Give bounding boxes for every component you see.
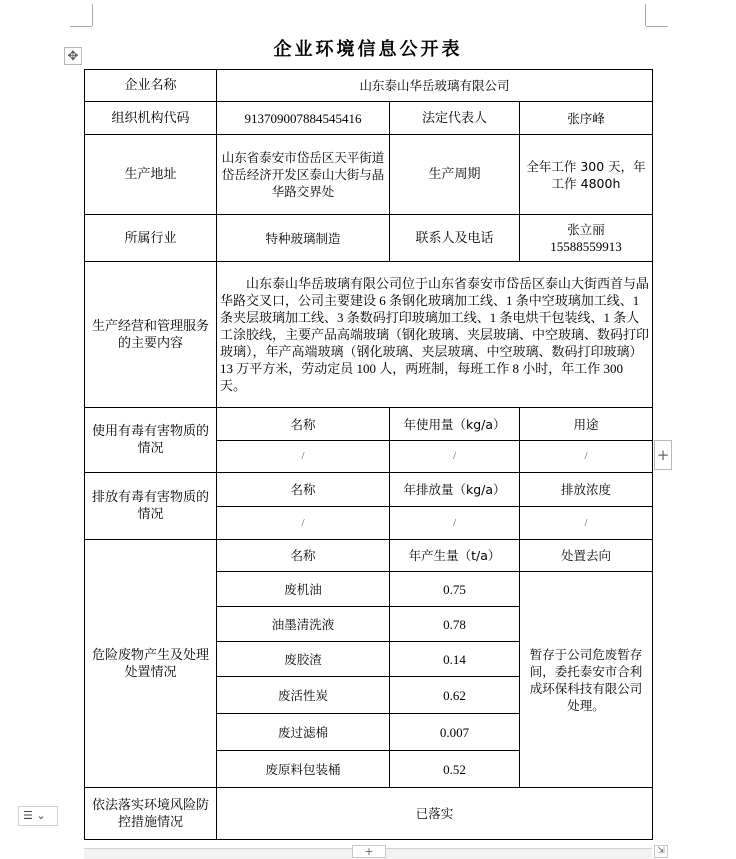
toxic-use-name[interactable]: / (217, 441, 390, 473)
table-row (85, 408, 653, 441)
hazard-item-name[interactable]: 废原料包装桶 (217, 751, 390, 788)
address-label: 生产地址 (85, 135, 217, 215)
table-row (85, 540, 653, 572)
contact-phone: 15588559913 (550, 239, 622, 254)
cycle-label: 生产周期 (390, 135, 520, 215)
hazard-disposal[interactable]: 暂存于公司危废暂存间，委托泰安市合利成环保科技有限公司处理。 (520, 572, 653, 788)
table-resize-icon[interactable]: ⇲ (654, 845, 668, 858)
toxic-emit-concentration[interactable]: / (520, 507, 653, 540)
hazard-header-amount: 年产生量（t/a） (390, 540, 520, 572)
toxic-emit-amount[interactable]: / (390, 507, 520, 540)
hazard-item-name[interactable]: 油墨清洗液 (217, 607, 390, 642)
table-row (85, 473, 653, 507)
crop-mark (70, 26, 92, 27)
toxic-use-label: 使用有毒有害物质的情况 (85, 408, 217, 473)
hazard-header-disposal: 处置去向 (520, 540, 653, 572)
hazard-item-name[interactable]: 废过滤棉 (217, 714, 390, 751)
contact-label: 联系人及电话 (390, 215, 520, 262)
toxic-emit-header-amount: 年排放量（kg/a） (390, 473, 520, 507)
contact-name: 张立丽 (567, 222, 605, 237)
org-code-value[interactable]: 913709007884545416 (217, 102, 390, 135)
toxic-emit-header-name: 名称 (217, 473, 390, 507)
table-row (85, 262, 653, 408)
crop-mark (645, 4, 646, 26)
layout-options-icon[interactable]: ☰ ⌄ (18, 806, 58, 826)
cycle-value[interactable]: 全年工作 300 天，年工作 4800h (520, 135, 653, 215)
hazard-item-amount[interactable]: 0.007 (390, 714, 520, 751)
toxic-use-purpose[interactable]: / (520, 441, 653, 473)
risk-label: 依法落实环境风险防控措施情况 (85, 788, 217, 840)
page-title: 企业环境信息公开表 (273, 39, 463, 60)
add-row-plus-icon[interactable]: + (352, 845, 386, 858)
hazard-label: 危险废物产生及处理处置情况 (85, 540, 217, 788)
add-column-plus-icon[interactable]: + (654, 440, 672, 470)
toxic-use-header-purpose: 用途 (520, 408, 653, 441)
business-label: 生产经营和管理服务的主要内容 (85, 262, 217, 408)
contact-value[interactable] (520, 215, 653, 262)
toxic-emit-label: 排放有毒有害物质的情况 (85, 473, 217, 540)
org-code-label: 组织机构代码 (85, 102, 217, 135)
toxic-emit-name[interactable]: / (217, 507, 390, 540)
toxic-emit-header-concentration: 排放浓度 (520, 473, 653, 507)
hazard-item-name[interactable]: 废胶渣 (217, 642, 390, 677)
risk-value[interactable]: 已落实 (217, 788, 653, 840)
industry-label: 所属行业 (85, 215, 217, 262)
hazard-header-name: 名称 (217, 540, 390, 572)
hazard-item-name[interactable]: 废活性炭 (217, 677, 390, 714)
table-row (85, 788, 653, 840)
toxic-use-header-amount: 年使用量（kg/a） (390, 408, 520, 441)
table-row (85, 135, 653, 215)
company-name-value[interactable]: 山东泰山华岳玻璃有限公司 (217, 70, 653, 102)
toxic-use-header-name: 名称 (217, 408, 390, 441)
hazard-item-amount[interactable]: 0.78 (390, 607, 520, 642)
legal-rep-value[interactable]: 张序峰 (520, 102, 653, 135)
hazard-item-amount[interactable]: 0.75 (390, 572, 520, 607)
table-row (85, 70, 653, 102)
hazard-item-amount[interactable]: 0.52 (390, 751, 520, 788)
crop-mark (92, 4, 93, 26)
toxic-use-amount[interactable]: / (390, 441, 520, 473)
legal-rep-label: 法定代表人 (390, 102, 520, 135)
crop-mark (646, 26, 668, 27)
table-row (85, 215, 653, 262)
address-value[interactable]: 山东省泰安市岱岳区天平街道岱岳经济开发区泰山大街与晶华路交界处 (217, 135, 390, 215)
company-name-label: 企业名称 (85, 70, 217, 102)
table-row (85, 102, 653, 135)
hazard-item-amount[interactable]: 0.62 (390, 677, 520, 714)
industry-value[interactable]: 特种玻璃制造 (217, 215, 390, 262)
hazard-item-amount[interactable]: 0.14 (390, 642, 520, 677)
info-table (84, 69, 653, 840)
table-move-handle-icon[interactable]: ✥ (64, 47, 82, 65)
hazard-item-name[interactable]: 废机油 (217, 572, 390, 607)
business-description[interactable]: 山东泰山华岳玻璃有限公司位于山东省泰安市岱岳区泰山大街西首与晶华路交叉口，公司主要建设 6 条钢化玻璃加工线、1 条中空玻璃加工线、1 条夹层玻璃加工线、3 条数码打印玻璃加工线、1 条电烘干包装线、1 条人工涂胶线，主要产品高端玻璃（钢化玻璃、夹层玻璃、中空玻璃、数码打印玻璃），年产高端玻璃（钢化玻璃、夹层玻璃、中空玻璃、数码打印玻璃）13 万平方米，劳动定员 100 人，两班制，每班工作 8 小时，年工作 300 天。 (217, 262, 653, 408)
